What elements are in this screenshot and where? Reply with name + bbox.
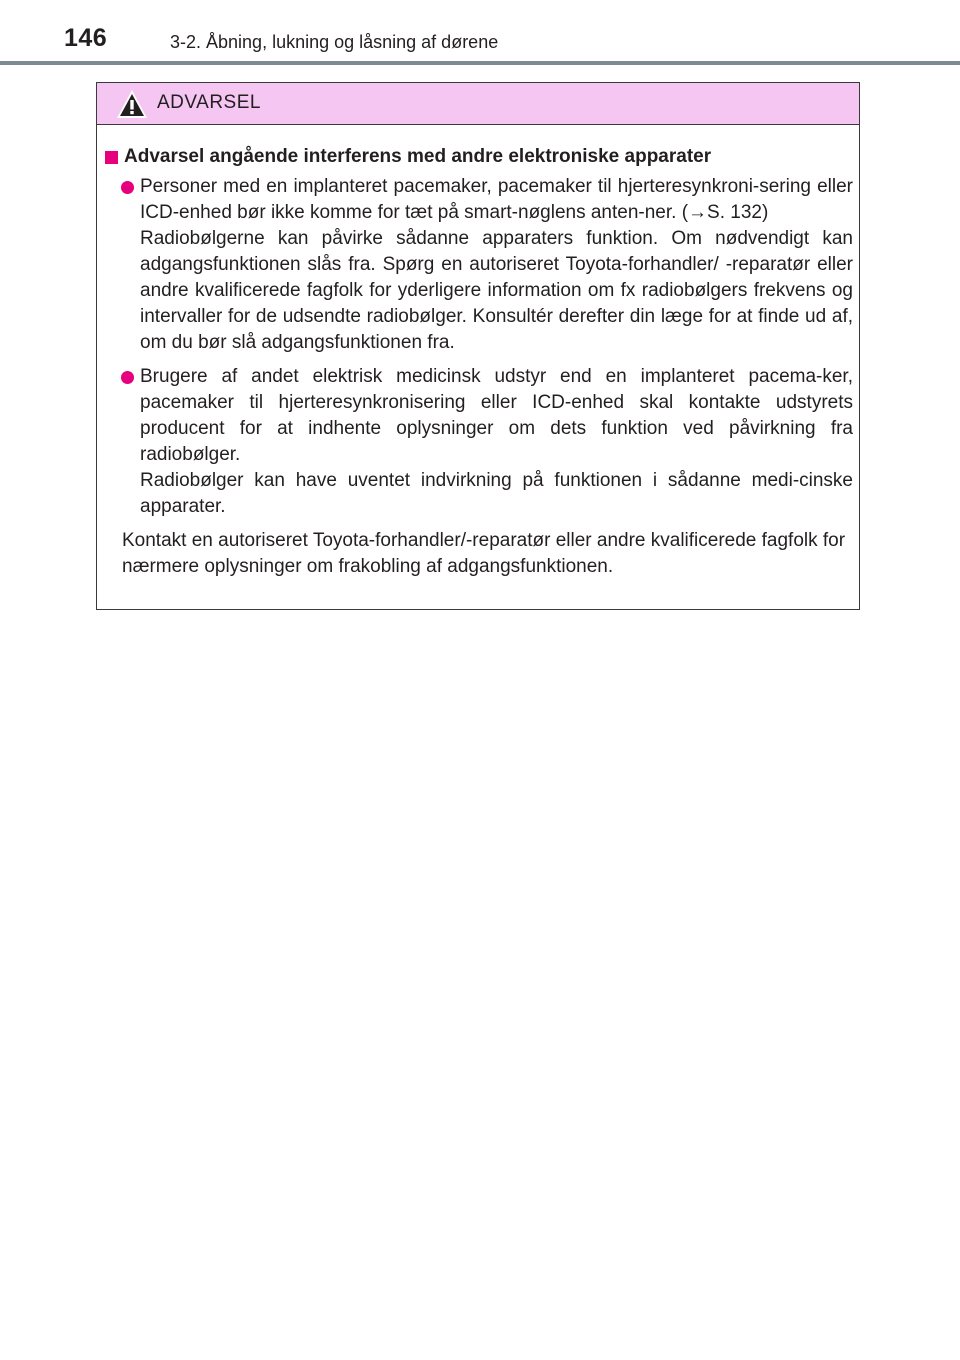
warning-box — [96, 82, 860, 610]
page-header — [0, 0, 960, 64]
bullet-paragraph: Brugere af andet elektrisk medicinsk udstyr end en implanteret pacema-ker, pacemaker til hjerteresynkronisering eller ICD-enhed skal kontakte udstyrets producent for at indhente oplysninger om dets funktion ved påvirkning fra radiobølger. — [140, 366, 853, 465]
warning-note: Kontakt en autoriseret Toyota-forhandler/-reparatør eller andre kvalificerede fagfolk for nærmere oplysninger om frakobling af adgangsfunktionen. — [122, 530, 846, 577]
page-number: 146 — [64, 24, 108, 52]
warning-header — [97, 83, 859, 125]
bullet-paragraph: Radiobølgerne kan påvirke sådanne apparaters funktion. Om nødvendigt kan adgangsfunktionen slås fra. Spørg en autoriseret Toyota-forhandler/ -reparatør eller andre kvalificerede fagfolk for yderligere information om fx radiobølgers frekvens og intervaller for de udsendte radiobølger. Konsultér derefter din læge for at finde ud af, om du bør slå adgangsfunktionen fra. — [140, 228, 853, 353]
warning-triangle-icon — [115, 88, 149, 120]
header-rule — [0, 61, 960, 65]
warning-heading-text: Advarsel angående interferens med andre elektroniske apparater — [124, 146, 712, 167]
square-bullet-icon — [105, 151, 118, 164]
warning-label: ADVARSEL — [157, 92, 261, 113]
list-item — [105, 364, 853, 520]
warning-heading — [105, 144, 853, 170]
circle-bullet-icon — [121, 181, 134, 194]
bullet-paragraph: Personer med en implanteret pacemaker, pacemaker til hjerteresynkroni-sering eller ICD-enhed bør ikke komme for tæt på smart-nøglens anten-ner. (→S. 132) — [140, 176, 853, 223]
warning-content — [97, 125, 859, 580]
section-title: 3-2. Åbning, lukning og låsning af dørene — [170, 32, 499, 52]
list-item — [105, 174, 853, 356]
bullet-paragraph: Radiobølger kan have uventet indvirkning på funktionen i sådanne medi-cinske apparater. — [140, 470, 853, 517]
circle-bullet-icon — [121, 371, 134, 384]
